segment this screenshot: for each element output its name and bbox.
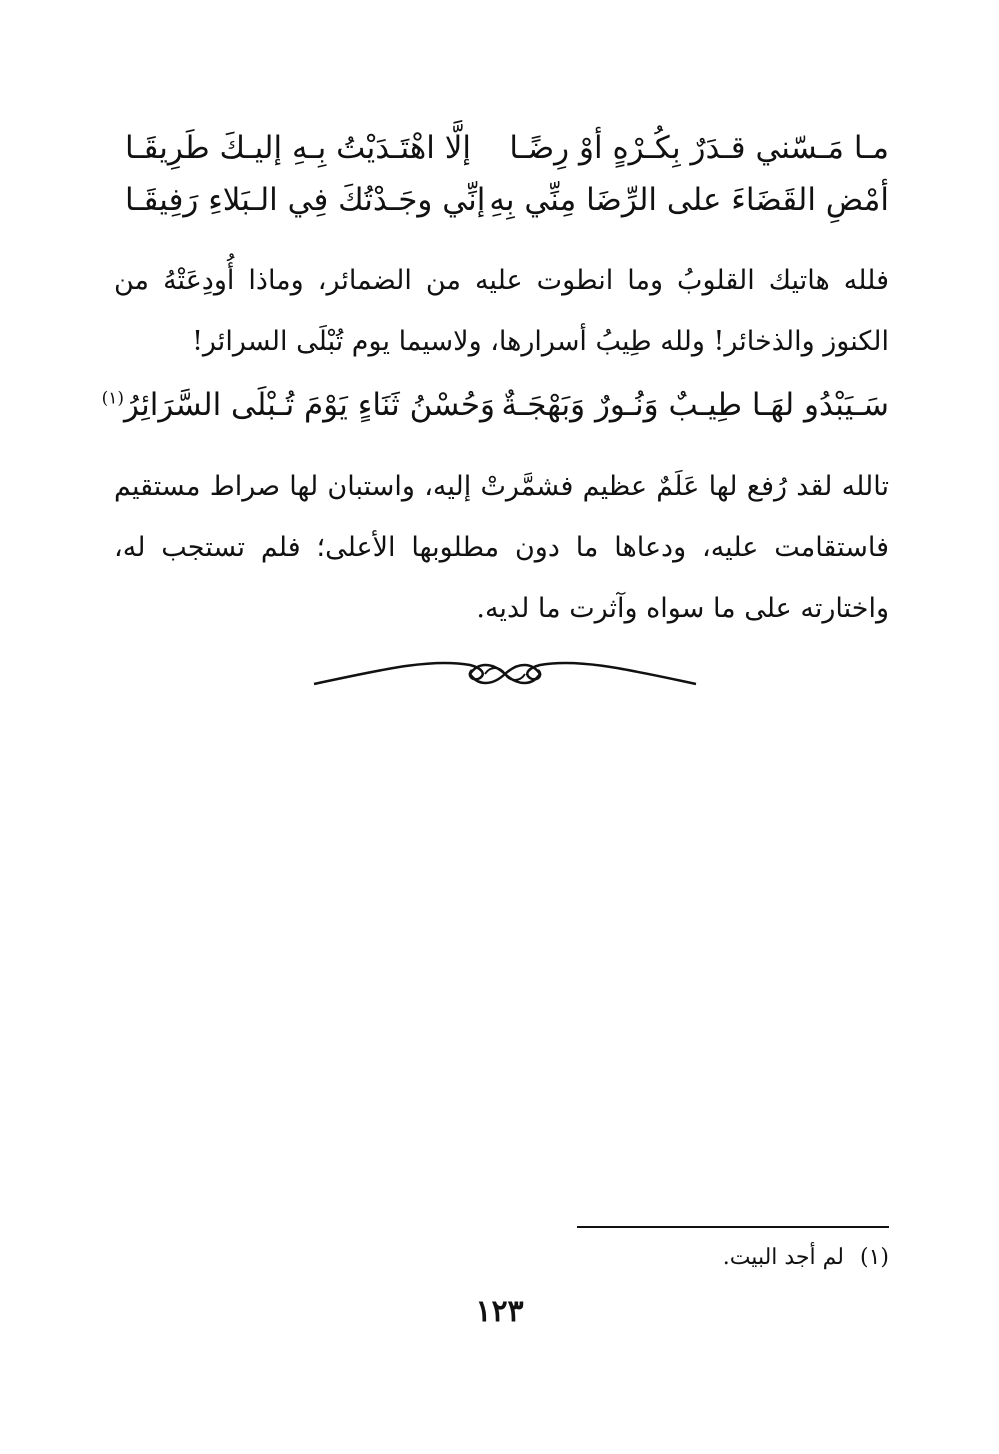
footnote-separator bbox=[577, 1226, 889, 1228]
footnote-text: لم أجد البيت. bbox=[722, 1245, 844, 1270]
footnote-reference: (١) bbox=[101, 388, 125, 409]
poem-2-left-hemistich bbox=[101, 383, 495, 427]
poem-1-line-2-left-hemistich: إنِّي وجَـدْتُكَ فِي الـبَلاءِ رَفِيقَـا bbox=[125, 182, 486, 218]
page-number: ١٢٣ bbox=[475, 1294, 524, 1329]
poem-1-line-1-left-hemistich: إلَّا اهْتَـدَيْتُ بِـهِ إليـكَ طَرِيقَـا bbox=[125, 130, 472, 166]
flourish-divider-icon bbox=[310, 652, 700, 702]
poem-2-right-hemistich: سَـيَبْدُو لهَـا طِيـبٌ وَنُـورٌ وَبَهْجَـةٌ bbox=[501, 387, 889, 423]
paragraph-2: تالله لقد رُفع لها عَلَمٌ عظيم فشمَّرتْ إليه، واستبان لها صراط مستقيم فاستقامت عليه، ودعاها ما دون مطلوبها الأعلى؛ فلم تستجب له، واختارته على ما سواه وآثرت ما لديه. bbox=[114, 471, 889, 624]
poem-2-left-text: وَحُسْنُ ثَنَاءٍ يَوْمَ تُـبْلَى السَّرَائِرُ bbox=[124, 387, 495, 423]
poem-1-line-1-right-hemistich: مـا مَـسّني قـدَرٌ بِكُـرْهٍ أوْ رِضًـا bbox=[509, 130, 889, 166]
paragraph-1: فلله هاتيك القلوبُ وما انطوت عليه من الضمائر، وماذا أُودِعَتْهُ من الكنوز والذخائر! ولله طِيبُ أسرارها، ولاسيما يوم تُبْلَى السرائر! bbox=[114, 265, 889, 357]
footnote-number: (١) bbox=[859, 1245, 889, 1270]
poem-1-line-2-right-hemistich: أمْضِ القَضَاءَ على الرِّضَا مِنِّي بِهِ bbox=[489, 182, 889, 218]
footnote bbox=[389, 1240, 889, 1276]
